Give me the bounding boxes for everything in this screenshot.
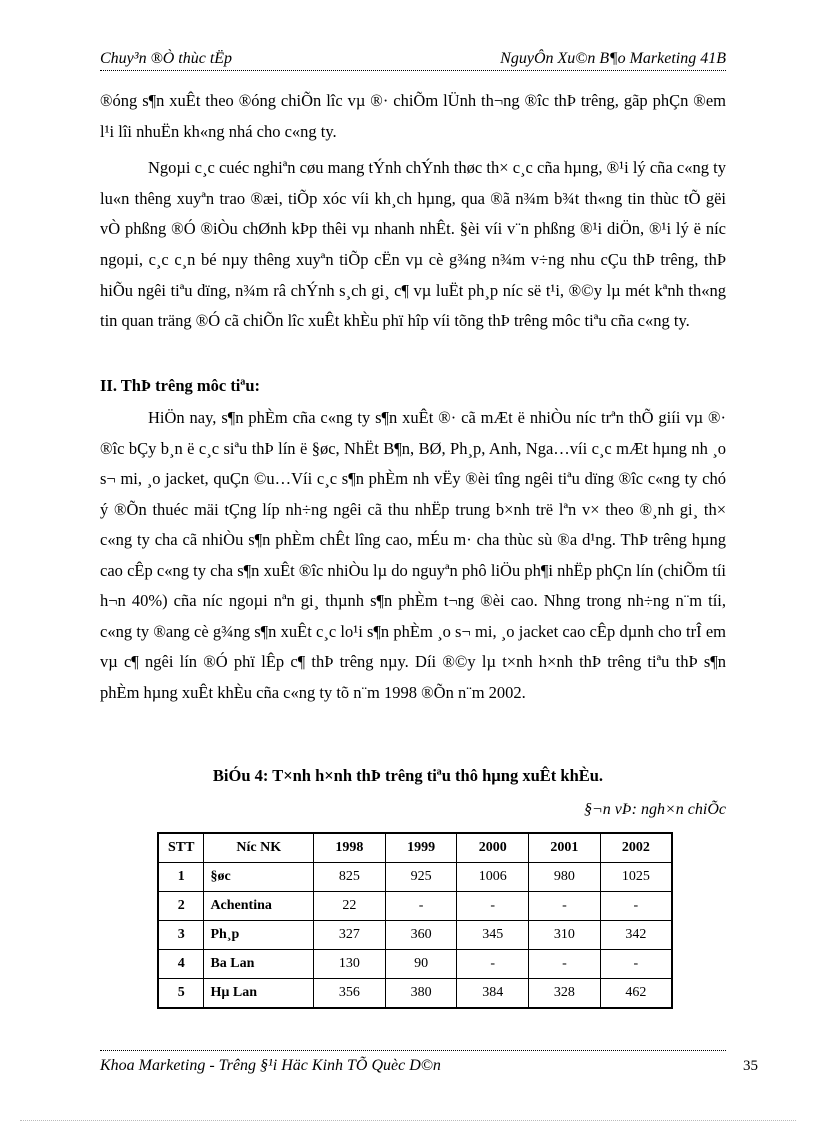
paragraph-continuation: ®óng s¶n xuÊt theo ®óng chiÕn lîc vµ ®· chiÕm lÜnh th¬ng ®îc thÞ trêng, gãp phÇn ®em l¹i lîi nhuËn kh«ng nhá cho c«ng ty. — [100, 91, 726, 141]
table-cell: Achentina — [204, 892, 314, 921]
header-cell: 2002 — [600, 833, 672, 863]
table-cell: 327 — [314, 921, 386, 950]
paragraph-research: Ngoµi c¸c cuéc nghiªn cøu mang tÝnh chÝnh thøc th× c¸c cña hµng, ®¹i lý cña c«ng ty lu«n thêng xuyªn trao ®æi, tiÕp xóc víi kh¸ch hµng, qua ®ã n¾m b¾t th«ng tin thùc tÕ gëi vÒ phßng ®Ó ®iÒu chØnh kÞp thêi vµ nhanh nhÊt. §èi víi v¨n phßng ®¹i diÖn, ®¹i lý ë níc ngoµi, c¸c c¸n bé nµy thêng xuyªn tiÕp cËn vµ cè g¾ng n¾m v÷ng nhu cÇu thÞ trêng, thÞ hiÕu ngêi tiªu dïng, n¾m râ chÝnh s¸ch gi¸ c¶ vµ luËt ph¸p níc së t¹i, ®©y lµ mét kªnh th«ng tin quan träng ®Ó cã chiÕn lîc xuÊt khÈu phï hîp víi tõng thÞ trêng môc tiªu cña c«ng ty. — [100, 158, 726, 331]
table-cell: 380 — [385, 979, 457, 1009]
table-cell: 328 — [529, 979, 601, 1009]
table-caption: BiÓu 4: T×nh h×nh thÞ trêng tiªu thô hµng xuÊt khÈu. — [212, 766, 604, 785]
table-cell: 130 — [314, 950, 386, 979]
table-row — [158, 863, 672, 892]
table-row — [158, 892, 672, 921]
table-cell: 2 — [158, 892, 204, 921]
table-cell: - — [457, 892, 529, 921]
table-cell: Ba Lan — [204, 950, 314, 979]
header-cell: 1999 — [385, 833, 457, 863]
page-header — [100, 48, 726, 71]
footer-text: Khoa Marketing - Trêng §¹i Häc Kinh TÕ Quèc D©n — [100, 1057, 441, 1074]
table-cell: Hµ Lan — [204, 979, 314, 1009]
export-market-table — [157, 832, 673, 1009]
table-cell: 310 — [529, 921, 601, 950]
body-text-bottom — [100, 403, 726, 708]
table-cell: 825 — [314, 863, 386, 892]
header-cell: 2000 — [457, 833, 529, 863]
page-footer — [100, 1050, 758, 1074]
table-cell: - — [385, 892, 457, 921]
header-left-text: Chuy³n ®Ò thùc tËp — [100, 50, 233, 67]
table-cell: - — [529, 892, 601, 921]
table-cell: - — [600, 892, 672, 921]
table-cell: 925 — [385, 863, 457, 892]
table-cell: 5 — [158, 979, 204, 1009]
table-cell: 462 — [600, 979, 672, 1009]
paragraph-market: HiÖn nay, s¶n phÈm cña c«ng ty s¶n xuÊt ®· cã mÆt ë nhiÒu níc trªn thÕ giíi vµ ®· ®îc bÇy b¸n ë c¸c siªu thÞ lín ë §øc, NhËt B¶n, BØ, Ph¸p, Anh, Nga…víi c¸c mÆt hµng nh ¸o s¬ mi, ¸o jacket, quÇn ©u…Víi c¸c s¶n phÈm nh vËy ®èi tîng ngêi tiªu dïng ®îc c«ng ty chó ý ®Õn thuéc mäi tÇng líp nh÷ng ngêi cã thu nhËp trung b×nh trë lªn v× theo ®¸nh gi¸ th× c«ng ty cha cã nhiÒu s¶n phÈm chÊt lîng cao, mÉu m· cha thùc sù ®a d¹ng. ThÞ trêng hµng cao cÊp c«ng ty cha s¶n xuÊt ®îc nhiÒu lµ do nguyªn phô liÖu ph¶i nhËp phÇn lín (chiÕm tíi h¬n 40%) cña níc ngoµi nªn gi¸ thµnh s¶n phÈm t¬ng ®èi cao. Nhng trong nh÷ng n¨m tíi, c«ng ty ®ang cè g¾ng s¶n xuÊt c¸c lo¹i s¶n phÈm ¸o s¬ mi, ¸o jacket cao cÊp dµnh cho trÎ em vµ c¶ ngêi lín ®Ó phï lÊp c¶ thÞ trêng nµy. Díi ®©y lµ t×nh h×nh thÞ trêng tiªu thÞ s¶n phÈm hµng xuÊt khÈu cña c«ng ty tõ n¨m 1998 ®Õn n¨m 2002. — [100, 408, 726, 702]
table-row — [158, 921, 672, 950]
table-cell: 1025 — [600, 863, 672, 892]
table-cell: 980 — [529, 863, 601, 892]
table-cell: - — [529, 950, 601, 979]
table-cell: - — [457, 950, 529, 979]
table-cell: 360 — [385, 921, 457, 950]
table-row — [158, 979, 672, 1009]
header-cell: 1998 — [314, 833, 386, 863]
table-cell: 356 — [314, 979, 386, 1009]
header-cell: Níc NK — [204, 833, 314, 863]
table-unit: §¬n vÞ: ngh×n chiÕc — [584, 801, 726, 818]
table-cell: 1 — [158, 863, 204, 892]
section-heading: II. ThÞ trêng môc tiªu: — [100, 376, 261, 395]
header-cell: 2001 — [529, 833, 601, 863]
table-cell: 384 — [457, 979, 529, 1009]
table-cell: 342 — [600, 921, 672, 950]
header-cell: STT — [158, 833, 204, 863]
table-cell: - — [600, 950, 672, 979]
header-right-text: NguyÔn Xu©n B¶o Marketing 41B — [500, 50, 726, 67]
page-number: 35 — [743, 1058, 758, 1074]
table-cell: §øc — [204, 863, 314, 892]
page-bottom-divider — [20, 1120, 796, 1121]
table-row — [158, 950, 672, 979]
table-header-row — [158, 833, 672, 863]
table-cell: 1006 — [457, 863, 529, 892]
table-cell: Ph¸p — [204, 921, 314, 950]
table-cell: 4 — [158, 950, 204, 979]
table-cell: 3 — [158, 921, 204, 950]
table-cell: 90 — [385, 950, 457, 979]
body-text-top — [100, 86, 726, 337]
table-cell: 345 — [457, 921, 529, 950]
table-cell: 22 — [314, 892, 386, 921]
